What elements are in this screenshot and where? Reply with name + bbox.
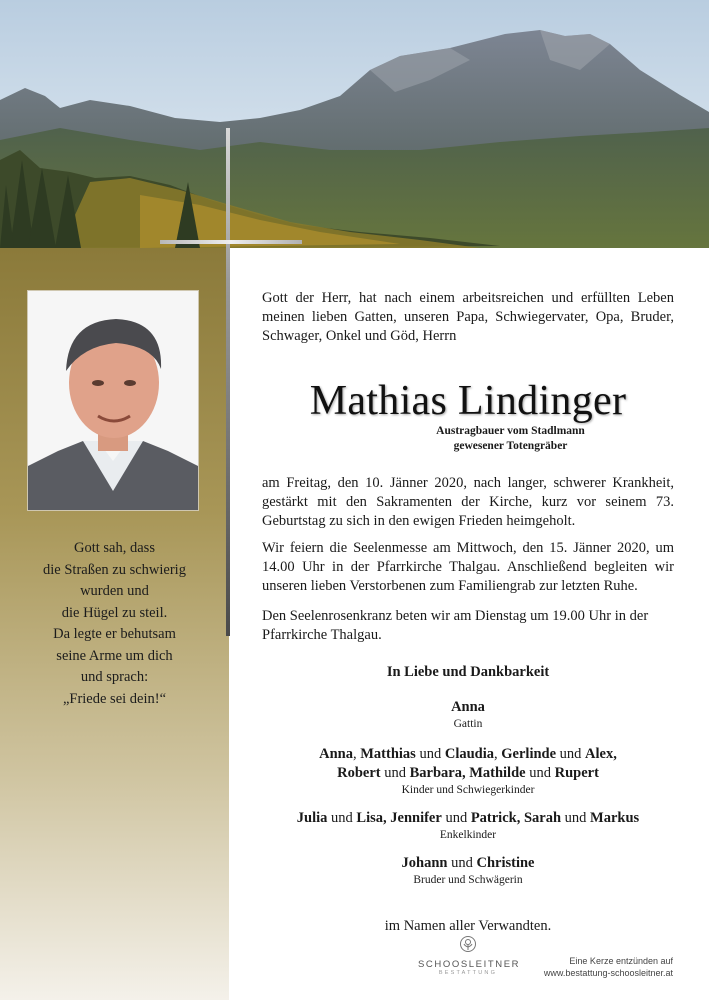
- wife-name: Anna: [451, 699, 485, 715]
- funeral-home-logo: [418, 935, 521, 976]
- candle-text: Eine Kerze entzünden auf: [569, 956, 673, 966]
- deceased-titles: [347, 424, 674, 454]
- website-link[interactable]: www.bestattung-schoosleitner.at: [543, 968, 673, 978]
- deceased-title-2: gewesener Totengräber: [453, 440, 568, 452]
- poem-line: wurden und: [80, 583, 149, 599]
- cross-vertical-bar: [226, 128, 230, 636]
- grandchildren-relation: Enkelkinder: [439, 829, 497, 841]
- intro-text: Gott der Herr, hat nach einem arbeitsreichen und erfüllten Leben meinen lieben Gatten, unseren Papa, Schwiegervater, Opa, Bruder, Schwager, Onkel und Göd, Herrn: [262, 290, 674, 344]
- closing-line: In Liebe und Dankbarkeit: [386, 664, 550, 680]
- header-landscape-image: [0, 0, 709, 248]
- deceased-title-1: Austragbauer vom Stadlmann: [436, 425, 585, 437]
- candle-notice: [520, 955, 673, 979]
- poem-line: „Friede sei dein!“: [62, 690, 167, 707]
- mourner-siblings: Johann und Christine Bruder und Schwägerin: [262, 854, 674, 887]
- mass-paragraph: Wir feiern die Seelenmesse am Mittwoch, den 15. Jänner 2020, um 14.00 Uhr in der Pfarrkirche Thalgau. Anschließend begleiten wir unseren lieben Verstorbenen zum Familiengrab zur letzten Ruhe.: [262, 540, 674, 594]
- children-relation: Kinder und Schwiegerkinder: [401, 784, 535, 796]
- poem-line: Gott sah, dass: [74, 540, 155, 556]
- portrait-photo: [27, 290, 199, 511]
- logo-subtitle: BESTATTUNG: [438, 970, 498, 976]
- mourner-grandchildren: Julia und Lisa, Jennifer und Patrick, Sarah und Markus Enkelkinder: [262, 809, 674, 842]
- poem-line: die Hügel zu steil.: [61, 604, 168, 621]
- cross-horizontal-bar: [160, 240, 302, 244]
- logo-name: SCHOOSLEITNER: [418, 959, 521, 970]
- signoff-text: im Namen aller Verwandten.: [384, 918, 552, 934]
- mourner-wife: [262, 698, 674, 731]
- death-paragraph: am Freitag, den 10. Jänner 2020, nach langer, schwerer Krankheit, gestärkt mit den Sakramenten der Kirche, kurz vor seinem 73. Geburtstag zu sich in den ewigen Frieden heimgeholt.: [262, 475, 674, 529]
- poem-line: Da legte er behutsam: [53, 626, 176, 642]
- main-content: [262, 289, 674, 936]
- rose-icon: [459, 935, 477, 953]
- poem-text: [0, 538, 229, 710]
- siblings-relation: Bruder und Schwägerin: [413, 874, 523, 886]
- poem-line: seine Arme um dich: [56, 647, 173, 664]
- poem-line: und sprach:: [80, 669, 149, 685]
- rosary-paragraph: Den Seelenrosenkranz beten wir am Dienstag um 19.00 Uhr in der Pfarrkirche Thalgau.: [262, 608, 649, 643]
- poem-line: die Straßen zu schwierig: [43, 561, 186, 578]
- wife-relation: Gattin: [453, 718, 483, 730]
- deceased-name: Mathias Lindinger: [309, 378, 627, 424]
- mourner-children: Anna, Matthias und Claudia, Gerlinde und Alex, Robert und Barbara, Mathilde und Rupert Kinder und Schwiegerkinder: [262, 745, 674, 797]
